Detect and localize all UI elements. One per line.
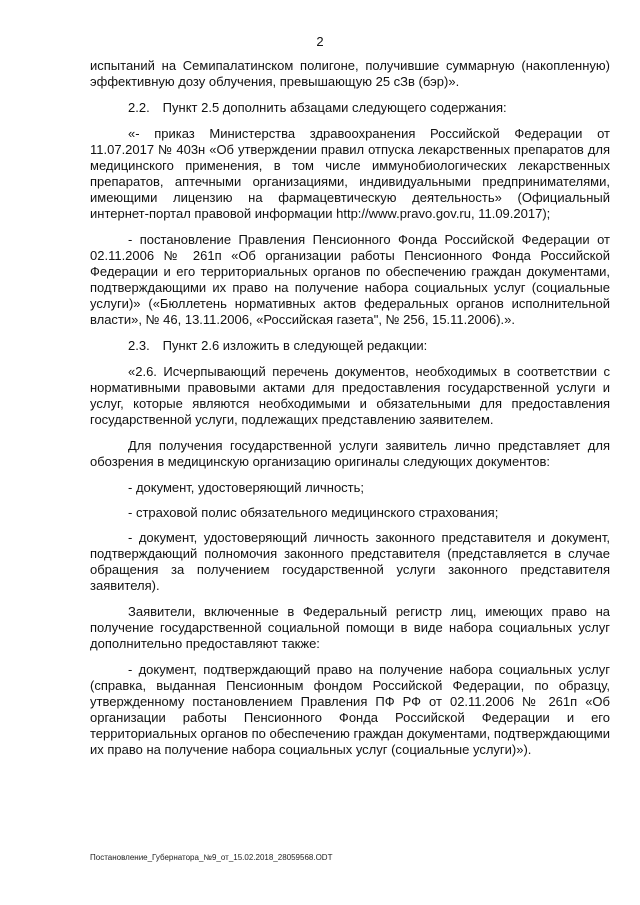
list-item-identity-document: - документ, удостоверяющий личность; (128, 480, 365, 495)
paragraph-order-403n: «- приказ Министерства здравоохранения Российской Федерации от 11.07.2017 № 403н «Об утверждении правил отпуска лекарственных препаратов для медицинского применения, в том числе иммунобиологических лекарственных препаратов, аптечными организациями, индивидуальными предпринимателями, имеющими лицензию на фармацевтическую деятельность» (Официальный интернет-портал правовой информации http://www.pravo.gov.ru, 11.09.2017); (90, 126, 610, 221)
paragraph-applicant-documents: Для получения государственной услуги заявитель лично представляет для обозрения в медицинскую организацию оригиналы следующих документов: (90, 438, 610, 469)
paragraph-2-6-list-intro: «2.6. Исчерпывающий перечень документов, необходимых в соответствии с нормативными правовыми актами для предоставления государственной услуги и услуг, которые являются необходимыми и обязательными для предоставления государственной услуги, подлежащих представлению заявителем. (90, 364, 610, 427)
list-item-legal-representative: - документ, удостоверяющий личность законного представителя и документ, подтверждающий полномочия законного представителя (представляется в случае обращения за получением государственной услуги законного представителя заявителя). (90, 530, 610, 593)
paragraph-federal-register: Заявители, включенные в Федеральный регистр лиц, имеющих право на получение государственной социальной помощи в виде набора социальных услуг дополнительно предоставляют также: (90, 604, 610, 651)
page-number: 2 (316, 34, 324, 49)
document-footer-filename: Постановление_Губернатора_№9_от_15.02.2018_28059568.ODT (90, 853, 333, 862)
paragraph-item-2-2: 2.2. Пункт 2.5 дополнить абзацами следующего содержания: (128, 100, 507, 115)
document-body (90, 58, 610, 768)
paragraph-resolution-261p: - постановление Правления Пенсионного Фонда Российской Федерации от 02.11.2006 № 261п «Об организации работы Пенсионного Фонда Российской Федерации и его территориальных органов по обеспечению граждан документами, подтверждающими их право на получение набора социальных услуг (социальные услуги)» («Бюллетень нормативных актов федеральных органов исполнительной власти», № 46, 13.11.2006, «Российская газета", № 256, 15.11.2006).». (90, 232, 610, 327)
paragraph-item-2-3: 2.3. Пункт 2.6 изложить в следующей редакции: (128, 338, 428, 353)
list-item-insurance-policy: - страховой полис обязательного медицинского страхования; (128, 505, 499, 520)
list-item-social-services-certificate: - документ, подтверждающий право на получение набора социальных услуг (справка, выданная Пенсионным фондом Российской Федерации, по образцу, утвержденному постановлением Правления ПФ РФ от 02.11.2006 № 261п «Об организации работы Пенсионного Фонда Российской Федерации и его территориальных органов по обеспечению граждан документами, подтверждающими их право на получение набора социальных услуг (социальные услуги)»). (90, 662, 610, 757)
paragraph-continuation: испытаний на Семипалатинском полигоне, получившие суммарную (накопленную) эффективную дозу облучения, превышающую 25 сЗв (бэр)». (90, 58, 610, 89)
